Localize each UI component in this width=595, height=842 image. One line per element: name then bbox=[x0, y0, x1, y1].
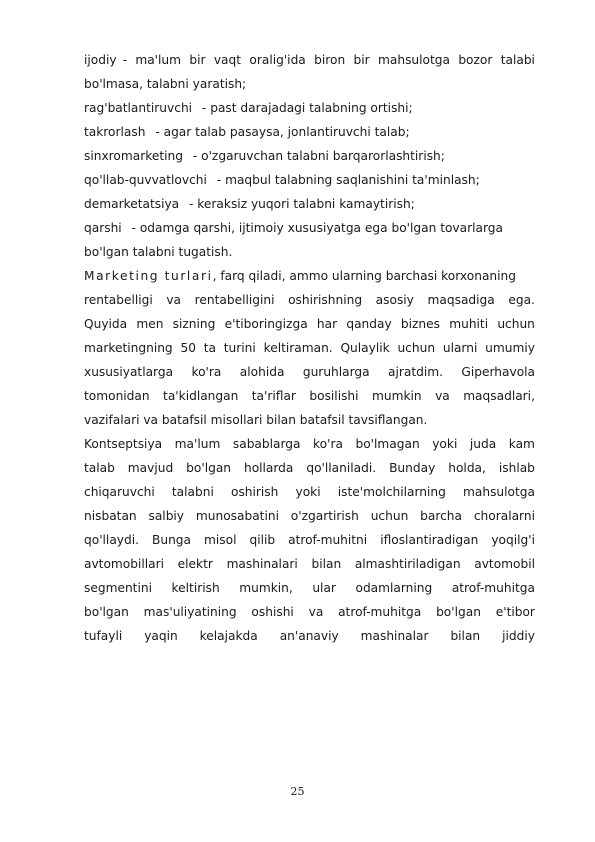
document-body bbox=[84, 48, 535, 648]
word: va bbox=[308, 605, 324, 619]
word: bir bbox=[189, 53, 206, 67]
word: mas'uliyatining bbox=[143, 605, 237, 619]
paragraph-line bbox=[84, 456, 535, 480]
paragraph-line bbox=[84, 600, 535, 624]
paragraph-line bbox=[84, 432, 535, 456]
word: vaqt bbox=[213, 53, 242, 67]
word: rentabelligini bbox=[194, 293, 275, 307]
word: munosabatini bbox=[195, 509, 279, 523]
definition-text: - past darajadagi talabning ortishi; bbox=[198, 101, 413, 115]
paragraph-line bbox=[84, 528, 535, 552]
definition-text bbox=[123, 48, 535, 72]
word: va bbox=[166, 293, 182, 307]
definition-item bbox=[84, 216, 535, 240]
word: va bbox=[435, 389, 450, 403]
paragraph-line bbox=[84, 336, 535, 360]
word: an'anaviy bbox=[279, 629, 339, 643]
word: avtomobillari bbox=[84, 557, 165, 571]
definition-term: ijodiy bbox=[84, 53, 117, 67]
word: - bbox=[122, 53, 127, 67]
word: ishlab bbox=[498, 461, 535, 475]
word: choralarni bbox=[473, 509, 535, 523]
word: bo'lgan bbox=[186, 461, 232, 475]
word: ta'kidlangan bbox=[163, 389, 239, 403]
word: talabi bbox=[500, 53, 535, 67]
word: o'zgartirish bbox=[290, 509, 359, 523]
word: yoqilg'i bbox=[491, 533, 535, 547]
word: guruhlarga bbox=[302, 365, 370, 379]
definition-text: - keraksiz yuqori talabni kamaytirish; bbox=[185, 197, 415, 211]
definition-item bbox=[84, 168, 535, 192]
word: iste'molchilarning bbox=[337, 485, 446, 499]
word: uchun bbox=[397, 341, 436, 355]
word: rentabelligi bbox=[84, 293, 153, 307]
word: odamlarning bbox=[355, 581, 433, 595]
word: e'tibor bbox=[495, 605, 535, 619]
page-number: 25 bbox=[290, 785, 305, 798]
word: ifloslantiradigan bbox=[380, 533, 479, 547]
word: elektr bbox=[177, 557, 213, 571]
word: Qulaylik bbox=[340, 341, 390, 355]
definition-item bbox=[84, 120, 535, 144]
word: Quyida bbox=[84, 317, 128, 331]
paragraph-line: vazifalari va batafsil misollari bilan batafsil tavsiflangan. bbox=[84, 413, 428, 427]
word: tomonidan bbox=[84, 389, 150, 403]
definition-item bbox=[84, 96, 535, 120]
word: tufayli bbox=[84, 629, 123, 643]
word: chiqaruvchi bbox=[84, 485, 155, 499]
word: maqsadiga bbox=[427, 293, 495, 307]
word: Bunday bbox=[389, 461, 436, 475]
definition-term: sinxromarketing bbox=[84, 149, 183, 163]
paragraph-line bbox=[84, 624, 535, 648]
word: e'tiboringizga bbox=[224, 317, 308, 331]
definition-text: - o'zgaruvchan talabni barqarorlashtirish; bbox=[188, 149, 445, 163]
word: nisbatan bbox=[84, 509, 137, 523]
paragraph-line bbox=[84, 552, 535, 576]
word: juda bbox=[469, 437, 497, 451]
word: maqsadlari, bbox=[463, 389, 535, 403]
word: holda, bbox=[448, 461, 486, 475]
word: avtomobil bbox=[474, 557, 535, 571]
paragraph-line bbox=[84, 264, 535, 288]
word: atrof-muhitga bbox=[451, 581, 535, 595]
word: almashtiriladigan bbox=[354, 557, 461, 571]
word: keltirish bbox=[171, 581, 220, 595]
definition-term: qo'llab-quvvatlovchi bbox=[84, 173, 207, 187]
word: mumkin bbox=[371, 389, 422, 403]
word: ularni bbox=[442, 341, 478, 355]
paragraph-line bbox=[84, 384, 535, 408]
word: hollarda bbox=[243, 461, 294, 475]
word: men bbox=[136, 317, 164, 331]
word: mumkin, bbox=[239, 581, 293, 595]
definition-term: rag'batlantiruvchi bbox=[84, 101, 193, 115]
word: xususiyatlarga bbox=[84, 365, 174, 379]
word: talab bbox=[84, 461, 115, 475]
word: ega. bbox=[508, 293, 535, 307]
word: segmentini bbox=[84, 581, 152, 595]
word: ular bbox=[312, 581, 336, 595]
word: ko'ra bbox=[191, 365, 222, 379]
word: qilib bbox=[249, 533, 276, 547]
definition-term: qarshi bbox=[84, 221, 122, 235]
word: sabablarga bbox=[232, 437, 301, 451]
word: Giperhavola bbox=[461, 365, 535, 379]
word: kam bbox=[508, 437, 535, 451]
word: uchun bbox=[370, 509, 409, 523]
word: bilan bbox=[450, 629, 481, 643]
word: asosiy bbox=[375, 293, 414, 307]
definition-item bbox=[84, 144, 535, 168]
word: yoki bbox=[432, 437, 458, 451]
definition-term: demarketatsiya bbox=[84, 197, 180, 211]
word: oshirishning bbox=[288, 293, 363, 307]
word: oralig'ida bbox=[249, 53, 306, 67]
word: qo'llaniladi. bbox=[306, 461, 377, 475]
word: muhiti bbox=[449, 317, 489, 331]
paragraph-line bbox=[84, 360, 535, 384]
word: mashinalari bbox=[226, 557, 298, 571]
word: yoki bbox=[295, 485, 321, 499]
paragraph-line bbox=[84, 288, 535, 312]
paragraph-marketing-types bbox=[84, 264, 535, 432]
definition-list bbox=[84, 48, 535, 264]
word: uchun bbox=[497, 317, 535, 331]
definition-item bbox=[84, 48, 535, 72]
paragraph-text: , farq qiladi, ammo ularning barchasi korxonaning bbox=[212, 269, 516, 283]
definition-text: - odamga qarshi, ijtimoiy xususiyatga ega bo'lgan tovarlarga bbox=[127, 221, 503, 235]
definition-text: - maqbul talabning saqlanishini ta'minlash; bbox=[212, 173, 480, 187]
word: bilan bbox=[311, 557, 342, 571]
definition-continuation: bo'lmasa, talabni yaratish; bbox=[84, 77, 247, 91]
word: atrof-muhitni bbox=[288, 533, 368, 547]
word: ma'lum bbox=[135, 53, 182, 67]
word: yaqin bbox=[144, 629, 178, 643]
word: bo'lgan bbox=[436, 605, 481, 619]
word: mashinalar bbox=[360, 629, 429, 643]
word: barcha bbox=[420, 509, 462, 523]
definition-item bbox=[84, 192, 535, 216]
paragraph-line bbox=[84, 576, 535, 600]
word: marketingning bbox=[84, 341, 173, 355]
paragraph-line bbox=[84, 480, 535, 504]
word: turini bbox=[223, 341, 256, 355]
paragraph-lead: Marketing turlari bbox=[84, 269, 213, 283]
paragraph-line bbox=[84, 312, 535, 336]
paragraph-concept bbox=[84, 432, 535, 648]
word: sizning bbox=[172, 317, 216, 331]
word: bo'lmagan bbox=[355, 437, 420, 451]
word: 50 bbox=[180, 341, 196, 355]
definition-term: takrorlash bbox=[84, 125, 146, 139]
word: bo'lgan bbox=[84, 605, 129, 619]
word: ko'ra bbox=[313, 437, 343, 451]
word: mahsulotga bbox=[378, 53, 450, 67]
word: bir bbox=[353, 53, 370, 67]
word: salbiy bbox=[148, 509, 185, 523]
word: kelajakda bbox=[199, 629, 258, 643]
word: talabni bbox=[171, 485, 214, 499]
word: umumiy bbox=[485, 341, 535, 355]
word: har bbox=[316, 317, 338, 331]
word: jiddiy bbox=[502, 629, 535, 643]
paragraph-line bbox=[84, 504, 535, 528]
word: biznes bbox=[400, 317, 440, 331]
word: qanday bbox=[346, 317, 392, 331]
definition-text: - agar talab pasaysa, jonlantiruvchi talab; bbox=[151, 125, 410, 139]
definition-continuation: bo'lgan talabni tugatish. bbox=[84, 245, 233, 259]
word: qo'llaydi. bbox=[84, 533, 139, 547]
word: oshishi bbox=[251, 605, 294, 619]
word: mavjud bbox=[127, 461, 174, 475]
word: bosilishi bbox=[309, 389, 359, 403]
word: oshirish bbox=[230, 485, 279, 499]
word: biron bbox=[314, 53, 346, 67]
word: ajratdim. bbox=[388, 365, 444, 379]
word: Kontseptsiya bbox=[84, 437, 163, 451]
word: ma'lum bbox=[174, 437, 221, 451]
word: atrof-muhitga bbox=[338, 605, 422, 619]
word: ta bbox=[203, 341, 216, 355]
word: Bunga bbox=[152, 533, 192, 547]
word: mahsulotga bbox=[463, 485, 535, 499]
word: ta'riflar bbox=[251, 389, 296, 403]
word: misol bbox=[204, 533, 237, 547]
word: alohida bbox=[239, 365, 285, 379]
word: bozor bbox=[458, 53, 493, 67]
word: keltiraman. bbox=[263, 341, 333, 355]
